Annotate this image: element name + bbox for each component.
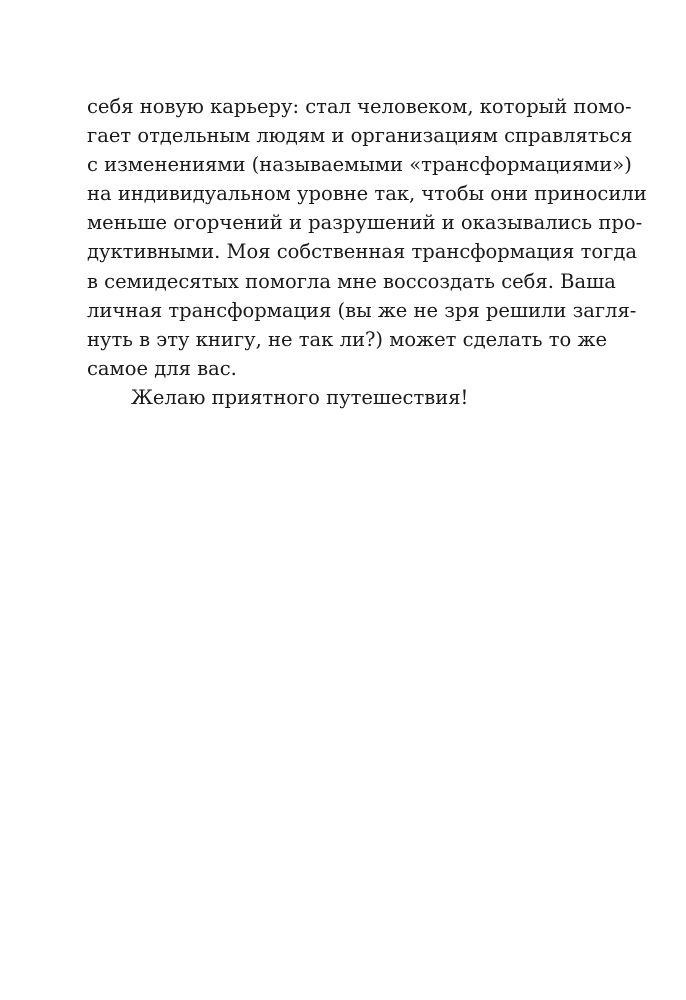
text-line: личная трансформация (вы же не зря решили загля- — [87, 298, 637, 322]
text-line: себя новую карьеру: стал человеком, который помо- — [87, 95, 632, 118]
text-line: дуктивными. Моя собственная трансформация тогда — [87, 240, 637, 264]
text-line: с изменениями (называемыми «трансформациями») — [87, 153, 632, 177]
paragraph-1 — [87, 92, 647, 383]
body-text — [87, 92, 647, 412]
text-line: самое для вас. — [87, 356, 237, 380]
text-line: на индивидуальном уровне так, чтобы они приносили — [87, 182, 647, 206]
text-line: в семидесятых помогла мне воссоздать себя. Ваша — [87, 269, 616, 293]
text-line: нуть в эту книгу, не так ли?) может сделать то же — [87, 327, 607, 351]
text-line: меньше огорчений и разрушений и оказывались про- — [87, 211, 643, 235]
paragraph-2 — [87, 383, 607, 412]
closing-line: Желаю приятного путешествия! — [131, 385, 469, 409]
text-line: гает отдельным людям и организациям справляться — [87, 124, 633, 148]
